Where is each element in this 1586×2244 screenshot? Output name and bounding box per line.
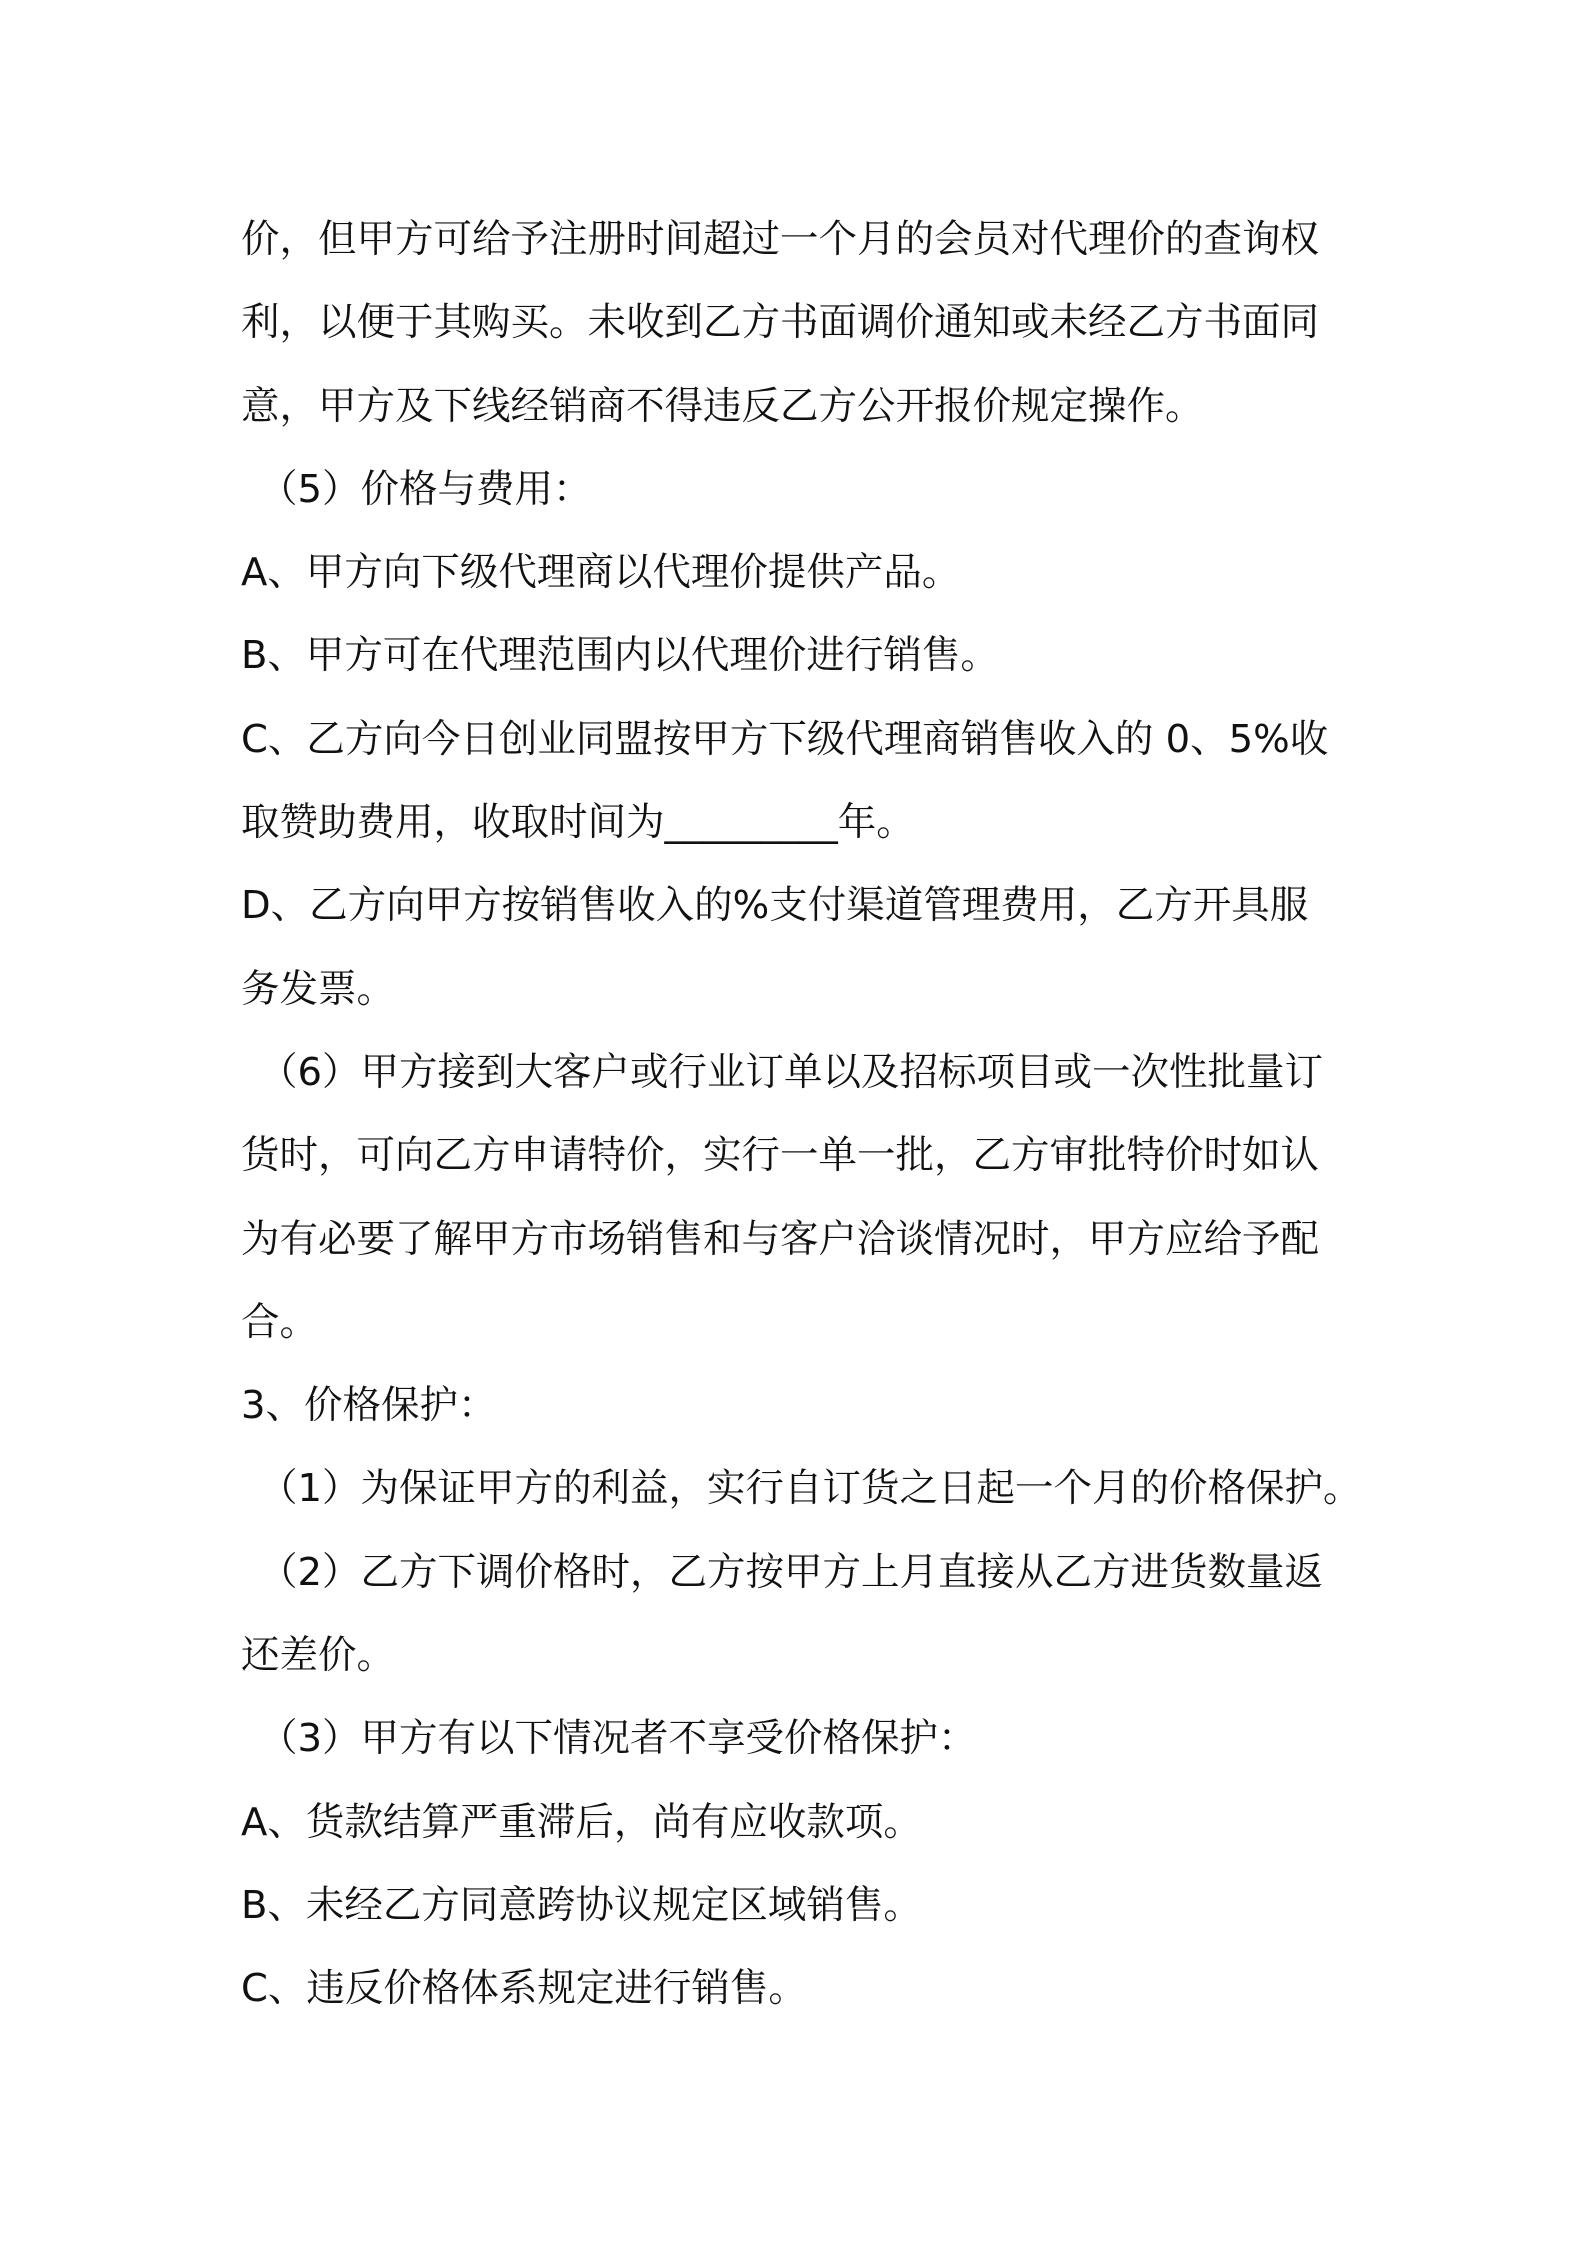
document-line: （6）甲方接到大客户或行业订单以及招标项目或一次性批量订 — [259, 1049, 1323, 1095]
document-line: C、违反价格体系规定进行销售。 — [241, 1966, 807, 2012]
document-line: 意，甲方及下线经销商不得违反乙方公开报价规定操作。 — [241, 383, 1204, 429]
document-line: （2）乙方下调价格时，乙方按甲方上月直接从乙方进货数量返 — [259, 1549, 1323, 1595]
document-line: 3、价格保护： — [241, 1383, 497, 1429]
document-body — [241, 198, 1371, 2031]
document-line: 货时，可向乙方申请特价，实行一单一批，乙方审批特价时如认 — [241, 1133, 1320, 1179]
document-line: 为有必要了解甲方市场销售和与客户洽谈情况时，甲方应给予配 — [241, 1216, 1320, 1262]
document-line: （5）价格与费用： — [259, 466, 592, 512]
document-line: 利，以便于其购买。未收到乙方书面调价通知或未经乙方书面同 — [241, 300, 1320, 346]
document-line: D、乙方向甲方按销售收入的%支付渠道管理费用，乙方开具服 — [241, 883, 1309, 929]
document-line: （1）为保证甲方的利益，实行自订货之日起一个月的价格保护。 — [259, 1466, 1362, 1512]
document-line: 还差价。 — [241, 1633, 396, 1679]
document-line: 务发票。 — [241, 966, 396, 1012]
document-line: B、未经乙方同意跨协议规定区域销售。 — [241, 1882, 922, 1928]
document-line: C、乙方向今日创业同盟按甲方下级代理商销售收入的 0、5%收 — [241, 716, 1329, 762]
document-line: 取赞助费用，收取时间为_________年。 — [241, 800, 915, 846]
document-line: B、甲方可在代理范围内以代理价进行销售。 — [241, 633, 999, 679]
document-line: 合。 — [241, 1299, 319, 1345]
document-line: 价，但甲方可给予注册时间超过一个月的会员对代理价的查询权 — [241, 217, 1320, 262]
document-line: A、甲方向下级代理商以代理价提供产品。 — [241, 550, 961, 596]
document-line: A、货款结算严重滞后，尚有应收款项。 — [241, 1799, 922, 1845]
document-line: （3）甲方有以下情况者不享受价格保护： — [259, 1716, 977, 1762]
